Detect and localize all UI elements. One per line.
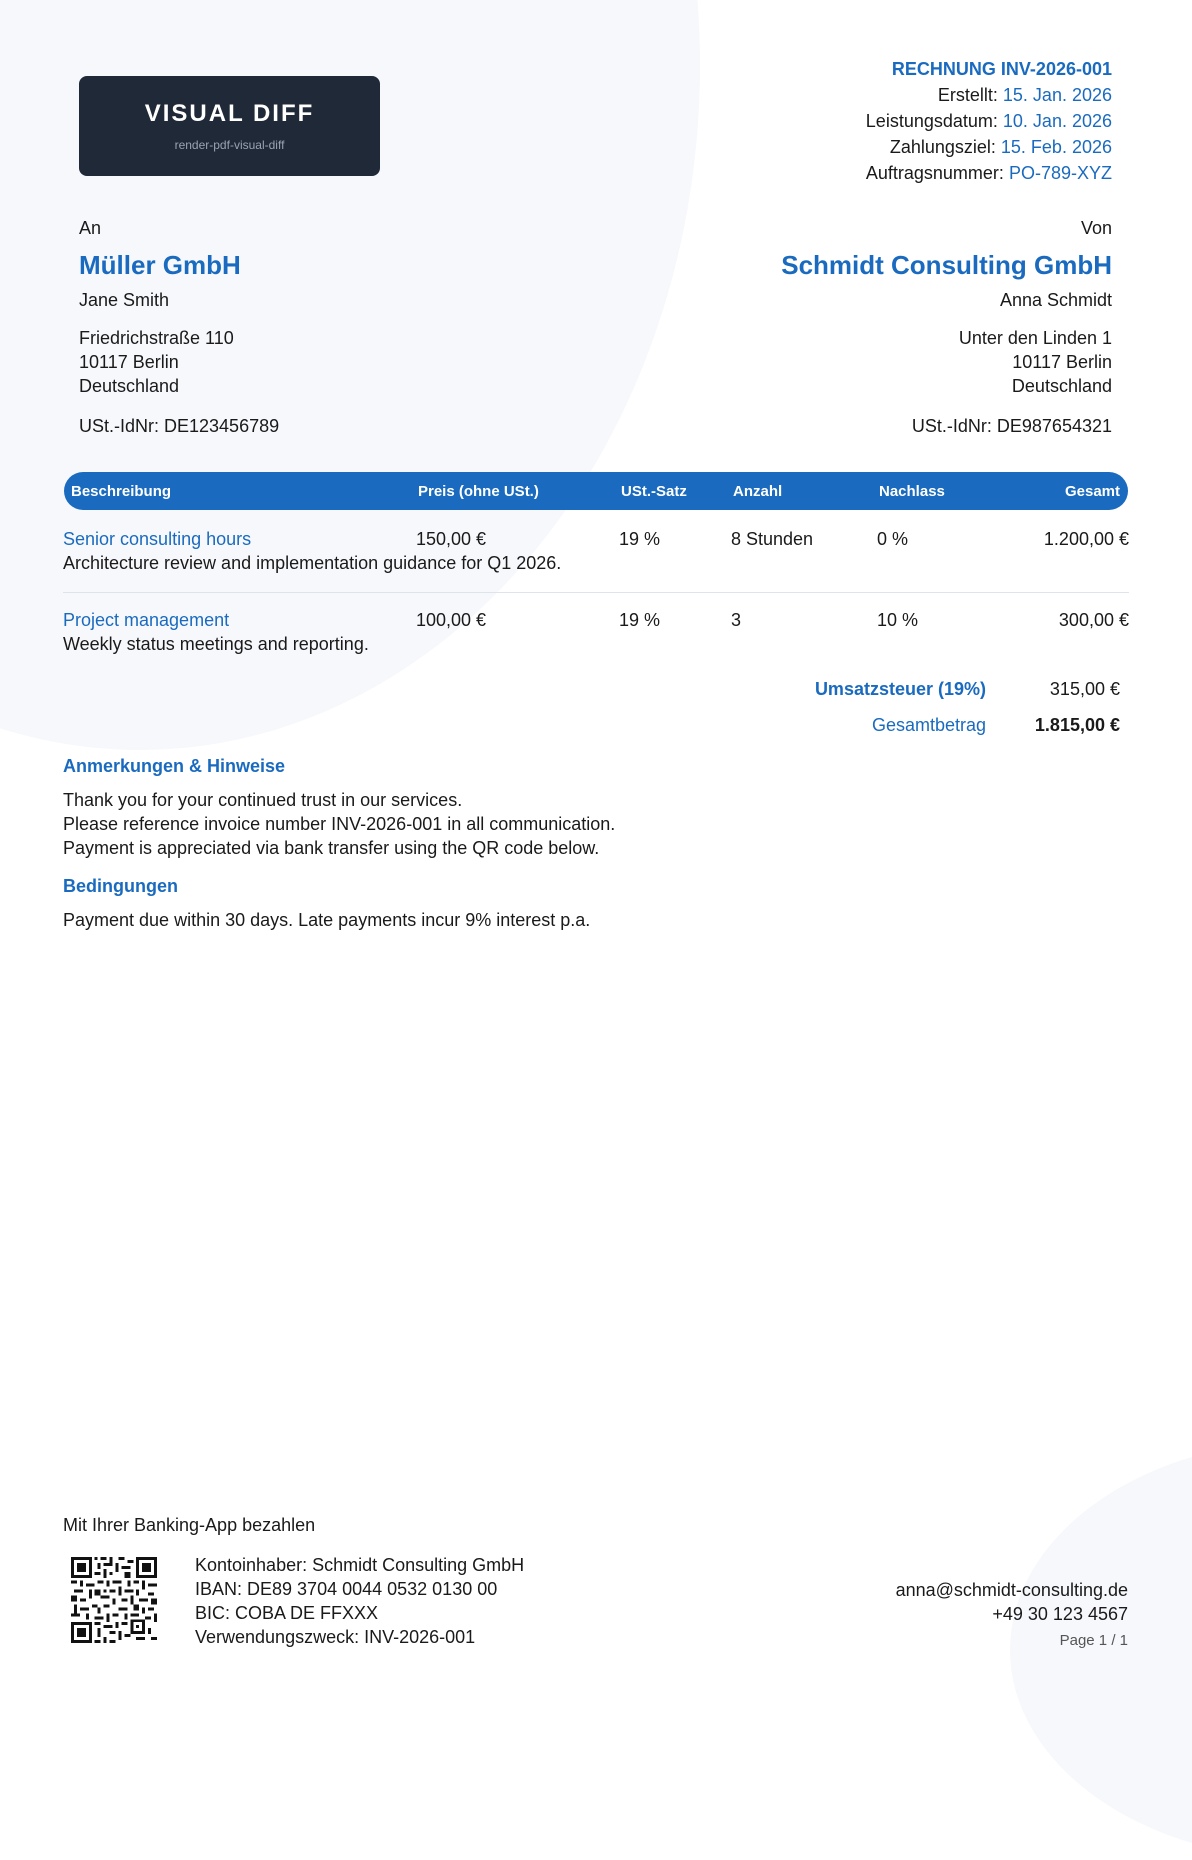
header-quantity: Anzahl xyxy=(733,483,783,500)
item-description: Architecture review and implementation guidance for Q1 2026. xyxy=(63,553,562,573)
due-label: Zahlungsziel: xyxy=(889,137,996,157)
header-discount: Nachlass xyxy=(879,483,945,500)
created-date: 15. Jan. 2026 xyxy=(1002,85,1112,105)
payment-heading: Mit Ihrer Banking-App bezahlen xyxy=(63,1515,316,1535)
item-description: Weekly status meetings and reporting. xyxy=(63,634,369,654)
notes-heading: Anmerkungen & Hinweise xyxy=(63,756,286,776)
grand-total-label xyxy=(872,715,986,736)
service-label: Leistungsdatum: xyxy=(865,111,998,131)
sender-vat: USt.-IdNr: DE987654321 xyxy=(911,416,1112,436)
header-description: Beschreibung xyxy=(71,483,172,500)
recipient-company: Müller GmbH xyxy=(79,250,241,280)
item-discount: 0 % xyxy=(877,529,909,549)
notes-body xyxy=(63,788,615,860)
table-header xyxy=(64,472,1128,510)
sender-person: Anna Schmidt xyxy=(999,290,1112,310)
due-date-line xyxy=(866,134,1112,160)
sender-block xyxy=(781,216,1112,438)
contact-phone: +49 30 123 4567 xyxy=(992,1604,1128,1624)
recipient-person: Jane Smith xyxy=(79,290,170,310)
order-number: PO-789-XYZ xyxy=(1008,163,1112,183)
service-date: 10. Jan. 2026 xyxy=(1002,111,1112,131)
sender-country: Deutschland xyxy=(1011,376,1112,396)
created-label: Erstellt: xyxy=(937,85,998,105)
logo xyxy=(79,76,380,176)
notes-line: Payment is appreciated via bank transfer using the QR code below. xyxy=(63,838,600,858)
service-date-line xyxy=(866,108,1112,134)
sender-address xyxy=(781,326,1112,398)
notes-line: Please reference invoice number INV-2026-001 in all communication. xyxy=(63,814,616,834)
item-total: 1.200,00 € xyxy=(1043,529,1129,549)
total-label: Gesamtbetrag xyxy=(871,715,986,735)
item-price: 100,00 € xyxy=(416,610,487,630)
header-total: Gesamt xyxy=(1064,483,1120,500)
sender-role: Von xyxy=(1080,218,1112,238)
invoice-meta xyxy=(866,56,1112,186)
bic: BIC: COBA DE FFXXX xyxy=(195,1603,379,1623)
sender-company: Schmidt Consulting GmbH xyxy=(781,250,1112,280)
order-number-line xyxy=(866,160,1112,186)
recipient-block xyxy=(79,216,279,438)
qr-code-icon xyxy=(71,1557,157,1643)
recipient-street: Friedrichstraße 110 xyxy=(79,328,234,348)
contact-email[interactable]: anna@schmidt-consulting.de xyxy=(895,1580,1128,1600)
bank-details xyxy=(195,1553,524,1649)
account-holder: Kontoinhaber: Schmidt Consulting GmbH xyxy=(195,1555,525,1575)
page-number: Page 1 / 1 xyxy=(1059,1632,1128,1649)
item-title: Project management xyxy=(63,610,230,630)
vat-total-value xyxy=(1050,679,1120,700)
header-price: Preis (ohne USt.) xyxy=(418,483,539,500)
total-value: 1.815,00 € xyxy=(1034,715,1120,735)
vat-label: Umsatzsteuer (19%) xyxy=(814,679,986,699)
invoice-number: RECHNUNG INV-2026-001 xyxy=(891,59,1112,79)
item-total: 300,00 € xyxy=(1058,610,1129,630)
item-quantity: 3 xyxy=(731,610,742,630)
logo-title: VISUAL DIFF xyxy=(144,100,315,127)
contact-details xyxy=(896,1578,1128,1626)
item-vat-rate: 19 % xyxy=(619,529,661,549)
item-vat-rate: 19 % xyxy=(619,610,661,630)
recipient-country: Deutschland xyxy=(79,376,180,396)
recipient-address xyxy=(79,326,279,398)
logo-subtitle: render-pdf-visual-diff xyxy=(174,138,285,152)
terms-heading: Bedingungen xyxy=(63,876,178,896)
item-price: 150,00 € xyxy=(416,529,487,549)
sender-street: Unter den Linden 1 xyxy=(958,328,1112,348)
terms-text: Payment due within 30 days. Late payments incur 9% interest p.a. xyxy=(63,910,591,930)
iban: IBAN: DE89 3704 0044 0532 0130 00 xyxy=(195,1579,498,1599)
recipient-vat: USt.-IdNr: DE123456789 xyxy=(79,416,280,436)
grand-total-value xyxy=(1035,715,1120,736)
item-quantity: 8 Stunden xyxy=(731,529,814,549)
item-title: Senior consulting hours xyxy=(63,529,252,549)
due-date: 15. Feb. 2026 xyxy=(1000,137,1112,157)
sender-city: 10117 Berlin xyxy=(1012,352,1112,372)
vat-value: 315,00 € xyxy=(1049,679,1120,699)
header-vat-rate: USt.-Satz xyxy=(621,483,687,500)
vat-total-label xyxy=(815,679,986,700)
created-date-line xyxy=(866,82,1112,108)
recipient-city: 10117 Berlin xyxy=(79,352,179,372)
row-divider xyxy=(63,592,1129,593)
order-label: Auftragsnummer: xyxy=(865,163,1004,183)
payment-reference: Verwendungszweck: INV-2026-001 xyxy=(195,1627,476,1647)
notes-line: Thank you for your continued trust in our services. xyxy=(63,790,463,810)
recipient-role: An xyxy=(79,218,102,238)
item-discount: 10 % xyxy=(877,610,919,630)
